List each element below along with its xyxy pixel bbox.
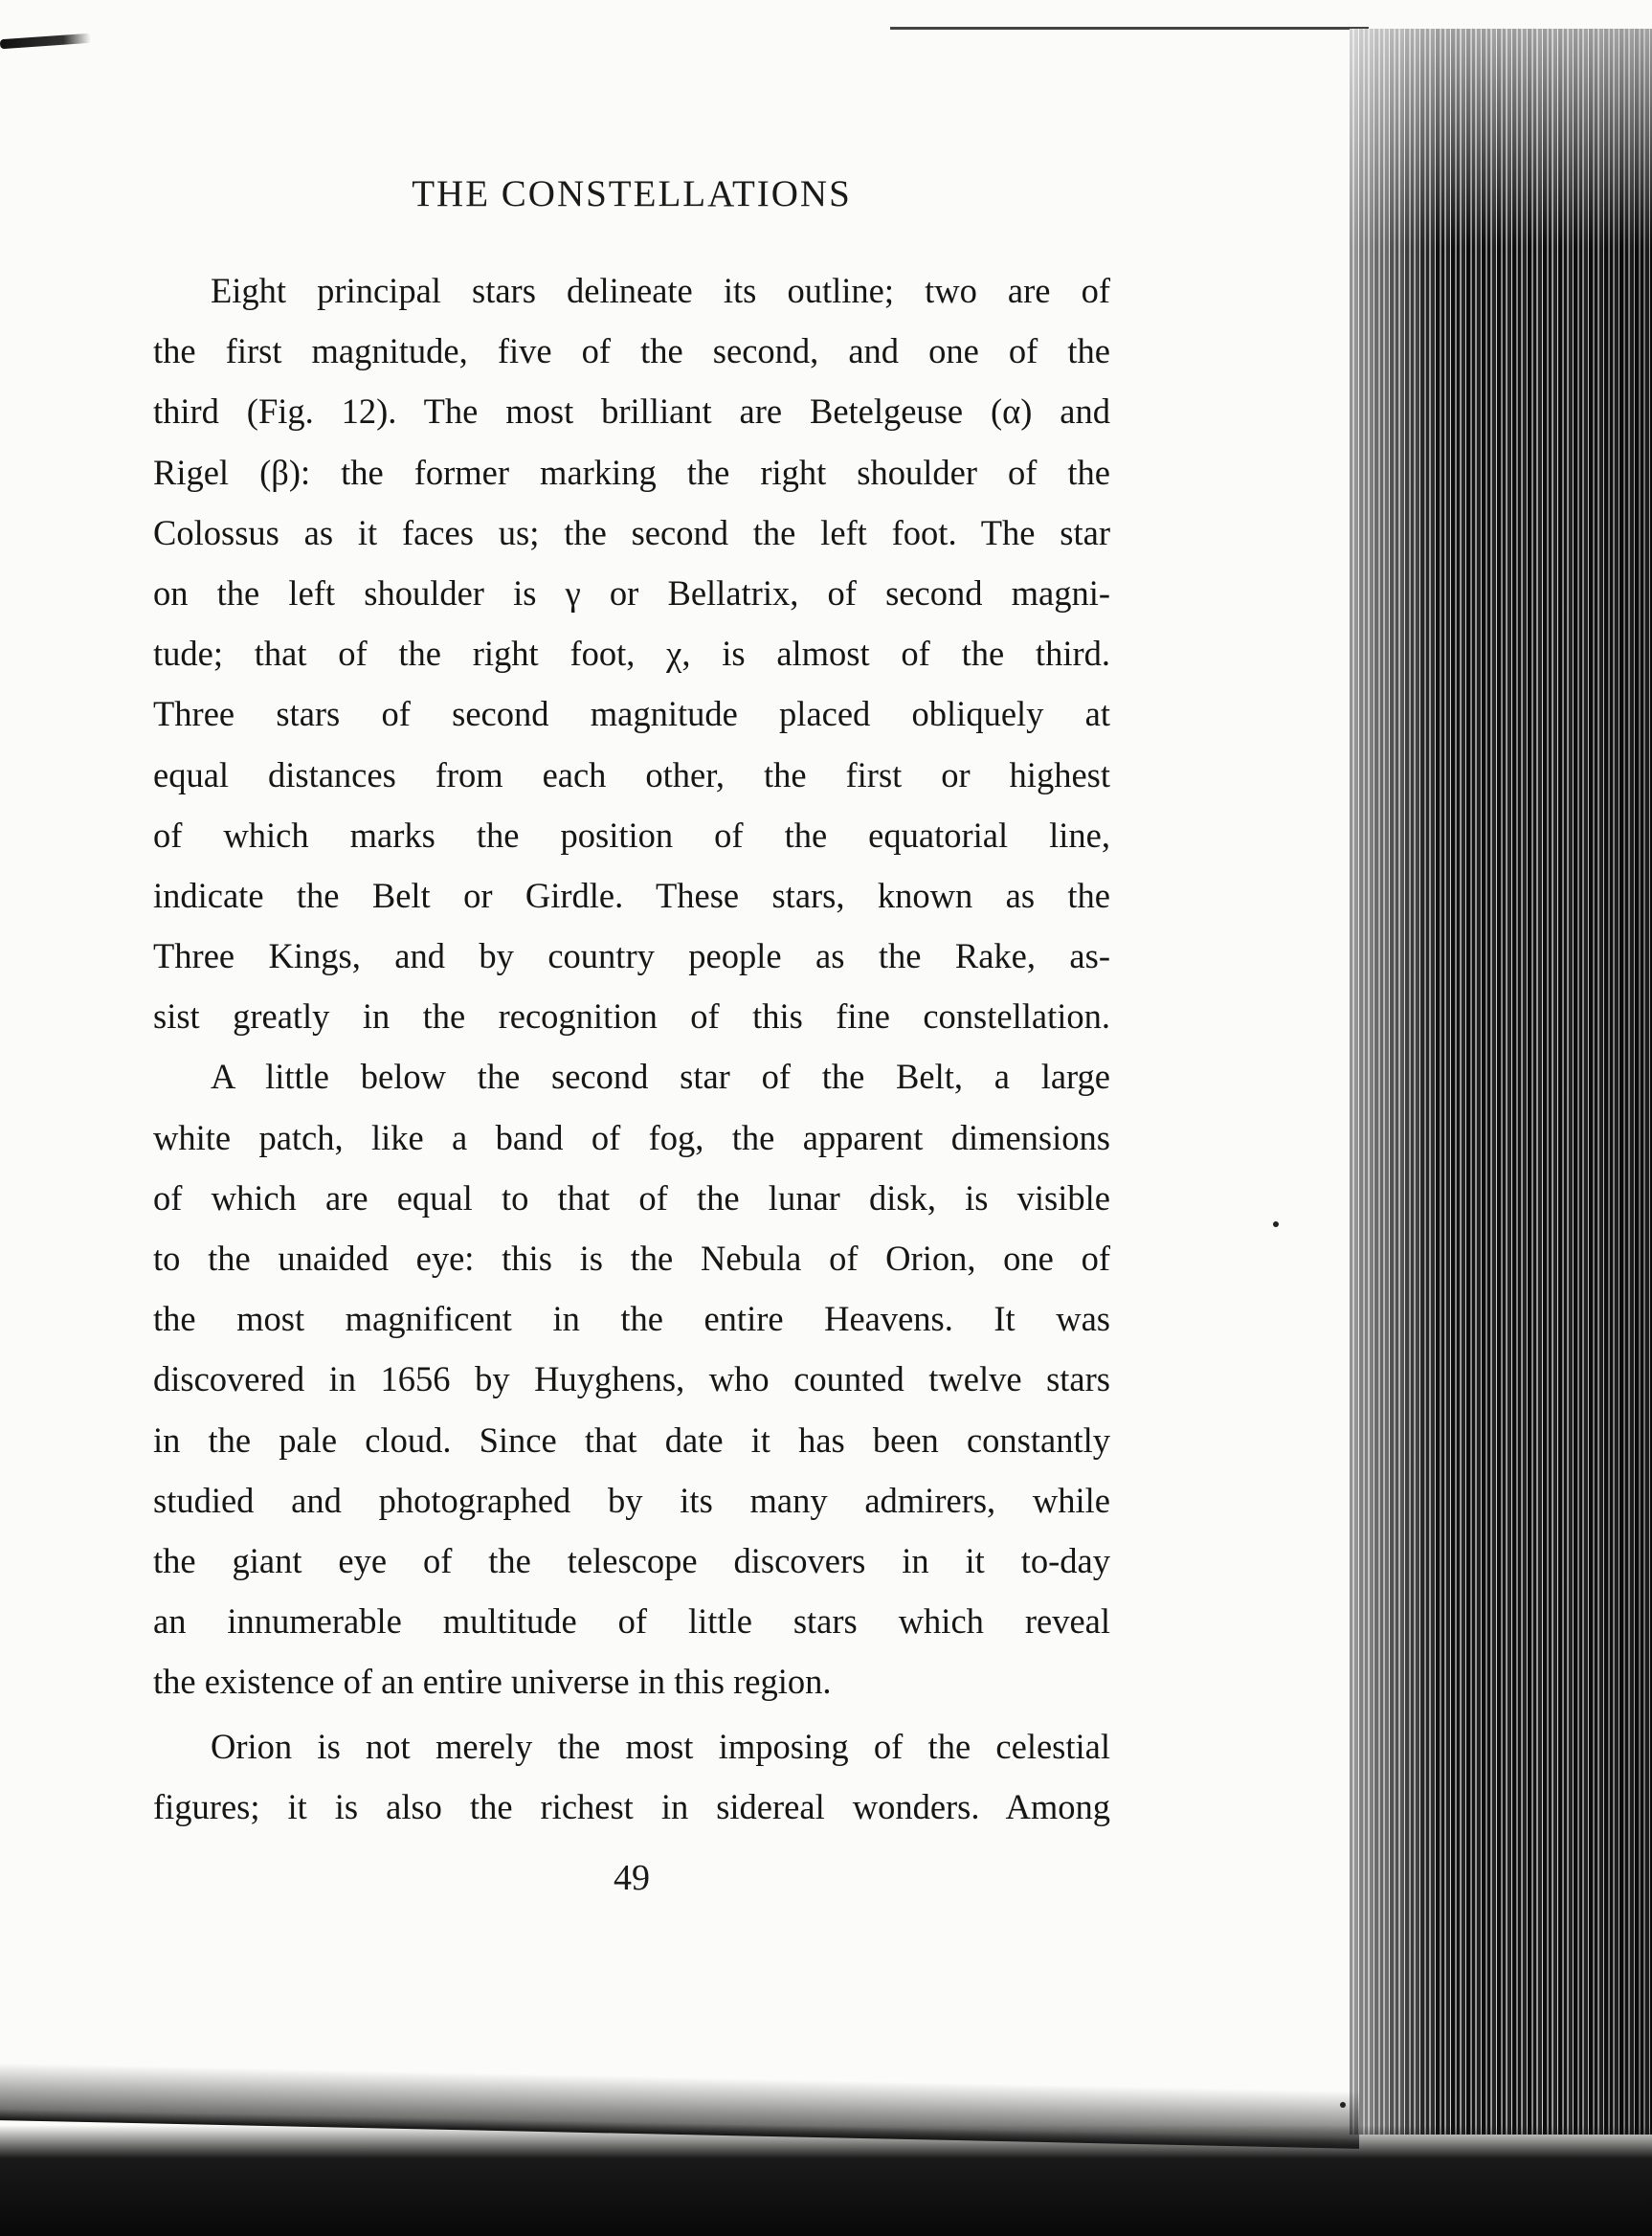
ink-speck	[1340, 2102, 1346, 2108]
text-line: Colossus as it faces us; the second the left foot. The star	[153, 512, 1110, 552]
text-line: third (Fig. 12). The most brilliant are Betelgeuse (α) and	[153, 391, 1110, 432]
page-number: 49	[614, 1858, 650, 1898]
ink-speck	[1273, 1221, 1279, 1227]
text-line: the existence of an entire universe in this region.	[153, 1662, 832, 1702]
top-page-edge	[890, 27, 1369, 30]
bottom-shadow	[0, 2125, 1652, 2236]
text-line: Three Kings, and by country people as the Rake, as-	[153, 936, 1110, 976]
corner-smudge	[0, 34, 91, 50]
text-line: Rigel (β): the former marking the right shoulder of the	[153, 452, 1110, 492]
text-line: of which marks the position of the equatorial line,	[153, 815, 1110, 855]
text-line: the first magnitude, five of the second, and one of the	[153, 331, 1110, 371]
text-line: A little below the second star of the Belt, a large	[211, 1057, 1110, 1097]
text-line: tude; that of the right foot, χ, is almost of the third.	[153, 634, 1110, 674]
text-line: to the unaided eye: this is the Nebula of Orion, one of	[153, 1239, 1110, 1278]
text-line: equal distances from each other, the first or highest	[153, 754, 1110, 794]
text-line: white patch, like a band of fog, the apparent dimensions	[153, 1117, 1110, 1157]
text-line: indicate the Belt or Girdle. These stars, known as the	[153, 875, 1110, 915]
text-line: discovered in 1656 by Huyghens, who counted twelve stars	[153, 1359, 1110, 1399]
running-head: THE CONSTELLATIONS	[412, 173, 852, 214]
text-line: the giant eye of the telescope discovers in it to-day	[153, 1540, 1110, 1580]
text-line: an innumerable multitude of little stars which reveal	[153, 1601, 1110, 1642]
text-line: in the pale cloud. Since that date it has been constantly	[153, 1420, 1110, 1460]
text-line: Eight principal stars delineate its outline; two are of	[211, 271, 1110, 310]
page-edges-highlight	[1350, 29, 1652, 249]
text-line: of which are equal to that of the lunar disk, is visible	[153, 1177, 1110, 1218]
text-line: sist greatly in the recognition of this fine constellation.	[153, 996, 1110, 1037]
text-line: Orion is not merely the most imposing of the celestial	[211, 1726, 1110, 1766]
text-line: Three stars of second magnitude placed obliquely at	[153, 694, 1110, 734]
page-edges-shading	[1350, 29, 1652, 2135]
text-line: figures; it is also the richest in sidereal wonders. Among	[153, 1786, 1110, 1826]
body-text	[153, 260, 1110, 1837]
text-line: on the left shoulder is γ or Bellatrix, of second magni-	[153, 572, 1110, 613]
text-line: the most magnificent in the entire Heavens. It was	[153, 1299, 1110, 1339]
text-line: studied and photographed by its many admirers, while	[153, 1480, 1110, 1520]
